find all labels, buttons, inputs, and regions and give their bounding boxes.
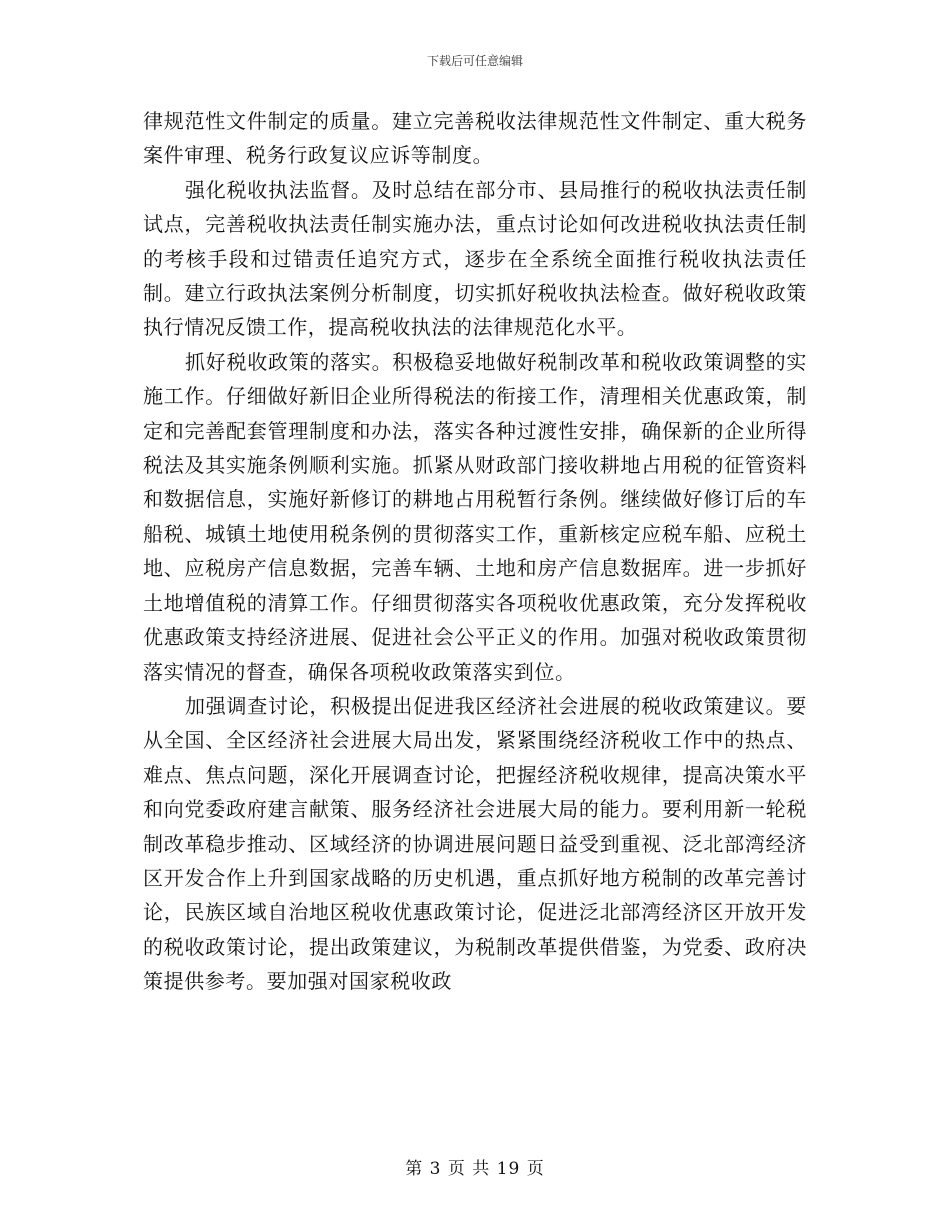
document-body — [143, 104, 807, 999]
page-header: 下载后可任意编辑 — [426, 54, 523, 68]
paragraph-2: 强化税收执法监督。及时总结在部分市、县局推行的税收执法责任制试点，完善税收执法责任制实施办法，重点讨论如何改进税收执法责任制的考核手段和过错责任追究方式，逐步在全系统全面推行税收执法责任制。建立行政执法案例分析制度，切实抓好税收执法检查。做好税收政策执行情况反馈工作，提高税收执法的法律规范化水平。 — [143, 177, 807, 340]
page-number: 第 3 页 共 19 页 — [405, 1159, 545, 1179]
paragraph-1: 律规范性文件制定的质量。建立完善税收法律规范性文件制定、重大税务案件审理、税务行政复议应诉等制度。 — [143, 109, 807, 168]
paragraph-4: 加强调查讨论，积极提出促进我区经济社会进展的税收政策建议。要从全国、全区经济社会进展大局出发，紧紧围绕经济税收工作中的热点、难点、焦点问题，深化开展调查讨论，把握经济税收规律，提高决策水平和向党委政府建言献策、服务经济社会进展大局的能力。要利用新一轮税制改革稳步推动、区域经济的协调进展问题日益受到重视、泛北部湾经济区开发合作上升到国家战略的历史机遇，重点抓好地方税制的改革完善讨论，民族区域自治地区税收优惠政策讨论，促进泛北部湾经济区开放开发的税收政策讨论，提出政策建议，为税制改革提供借鉴，为党委、政府决策提供参考。要加强对国家税收政 — [143, 693, 807, 994]
paragraph-3: 抓好税收政策的落实。积极稳妥地做好税制改革和税收政策调整的实施工作。仔细做好新旧企业所得税法的衔接工作，清理相关优惠政策，制定和完善配套管理制度和办法，落实各种过渡性安排，确保新的企业所得税法及其实施条例顺利实施。抓紧从财政部门接收耕地占用税的征管资料和数据信息，实施好新修订的耕地占用税暂行条例。继续做好修订后的车船税、城镇土地使用税条例的贯彻落实工作，重新核定应税车船、应税土地、应税房产信息数据，完善车辆、土地和房产信息数据库。进一步抓好土地增值税的清算工作。仔细贯彻落实各项税收优惠政策，充分发挥税收优惠政策支持经济进展、促进社会公平正义的作用。加强对税收政策贯彻落实情况的督查，确保各项税收政策落实到位。 — [143, 349, 807, 684]
